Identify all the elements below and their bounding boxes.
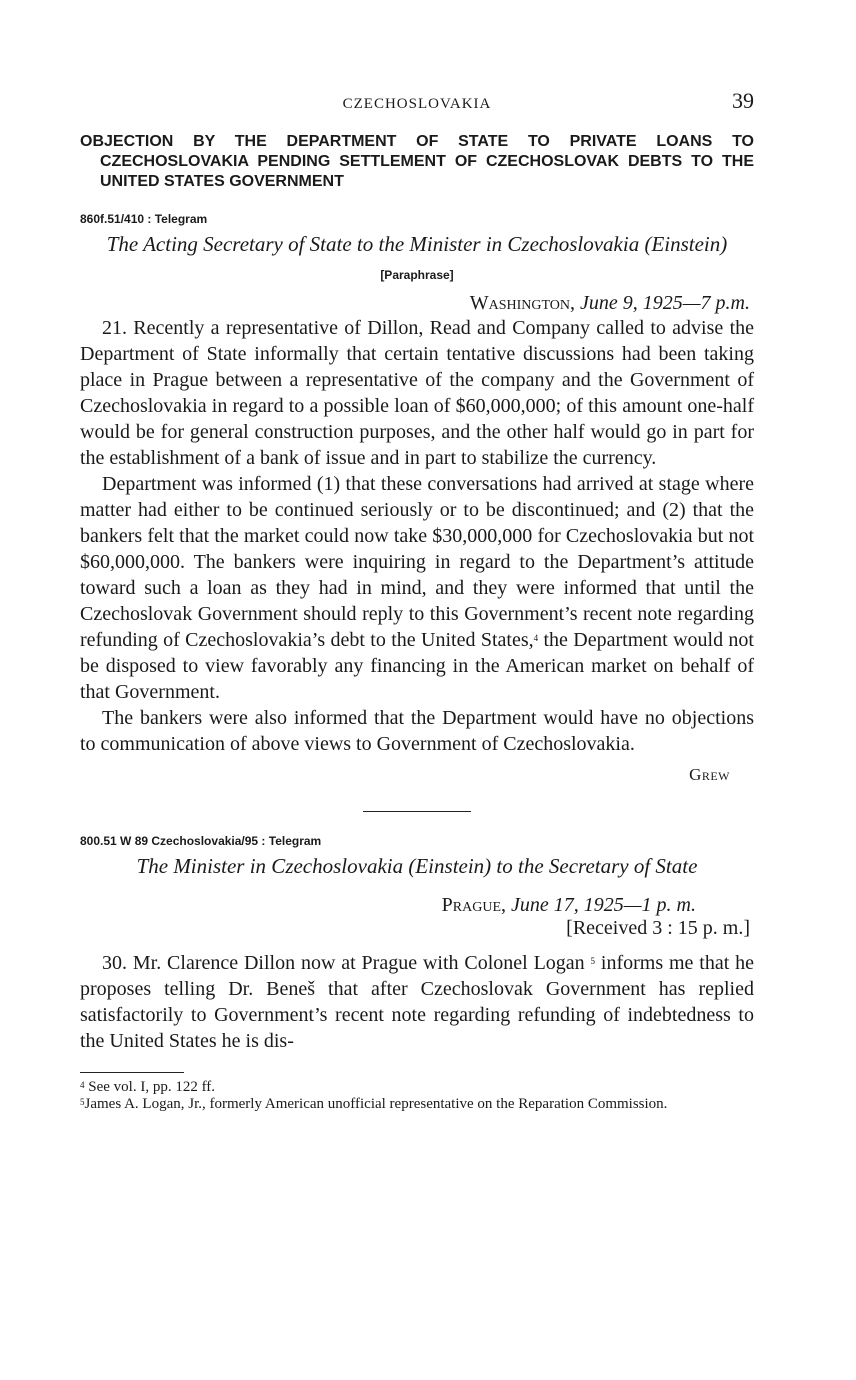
signature: Grew <box>689 765 730 784</box>
document-page <box>80 88 755 1113</box>
body-text: the Department would not be disposed to view favorably any financing in the American market on behalf of that Government. <box>80 629 754 703</box>
running-title: CZECHOSLOVAKIA <box>342 96 492 112</box>
body-paragraph: The bankers were also informed that the Department would have no objections to communication of above views to Government of Czechoslovakia. <box>80 707 754 755</box>
paraphrase-note: [Paraphrase] <box>380 268 454 282</box>
dateline-place: Prague, <box>441 894 507 916</box>
footnote <box>80 1096 754 1113</box>
body-text: 30. Mr. Clarence Dillon now at Prague with Colonel Logan <box>102 952 585 974</box>
dateline-place: Washington, <box>469 292 576 314</box>
footnote <box>80 1079 754 1096</box>
file-reference: 860f.51/410 : Telegram <box>80 212 208 226</box>
dateline <box>80 292 754 315</box>
body-text: Department was informed (1) that these conversations had arrived at stage where matter had either to be continued seriously or to be discontinued; and (2) that the bankers felt that the market could now take $30,000,000 for Czechoslovakia but not $60,000,000. The bankers were inquiring in regard to the Department’s attitude toward such a loan as they had in mind, and they were informed that until the Czechoslovak Government should reply to this Government’s recent note regarding refunding of Czechoslovakia’s debt to the United States, <box>80 473 754 651</box>
footnote-text: James A. Logan, Jr., formerly American unofficial representative on the Reparation Commission. <box>84 1096 668 1112</box>
dateline-date: June 17, 1925—1 p. m. <box>511 894 696 916</box>
dateline <box>80 894 754 917</box>
page-number: 39 <box>732 88 754 113</box>
document-title: The Acting Secretary of State to the Minister in Czechoslovakia (Einstein) <box>106 232 728 256</box>
body-paragraph <box>80 471 754 705</box>
body-paragraph: 21. Recently a representative of Dillon, Read and Company called to advise the Department of State informally that certain tentative discussions had been taking place in Prague between a representative of the company and the Government of Czechoslovakia in regard to a possible loan of $60,000,000; of this amount one-half would be for general construction purposes, and the other half would go in part for the establishment of a bank of issue and in part to stabilize the currency. <box>80 317 754 469</box>
document-title: The Minister in Czechoslovakia (Einstein) to the Secretary of State <box>136 854 698 878</box>
body-paragraph <box>80 950 754 1054</box>
section-title: OBJECTION BY THE DEPARTMENT OF STATE TO PRIVATE LOANS TO CZECHOSLOVAKIA PENDING SETTLEMENT OF CZECHOSLOVAK DEBTS TO THE UNITED STATES GOVERNMENT <box>80 133 754 190</box>
section-divider <box>363 811 471 812</box>
received-time: [Received 3 : 15 p. m.] <box>566 917 750 939</box>
body-text: informs me that he proposes telling Dr. Beneš that after Czechoslovak Government has replied satisfactorily to Government’s recent note regarding refunding of indebtedness to the United States he is dis- <box>80 952 755 1052</box>
footnote-marker: 4 <box>533 633 539 643</box>
footnote-text: See vol. I, pp. 122 ff. <box>88 1079 216 1095</box>
running-header <box>80 88 754 122</box>
footnote-marker: 5 <box>80 1097 85 1107</box>
dateline-date: June 9, 1925—7 p.m. <box>580 292 750 314</box>
footnote-marker: 4 <box>80 1080 85 1090</box>
footnote-marker: 5 <box>590 956 596 966</box>
file-reference: 800.51 W 89 Czechoslovakia/95 : Telegram <box>80 834 322 848</box>
footnote-rule <box>80 1072 184 1073</box>
